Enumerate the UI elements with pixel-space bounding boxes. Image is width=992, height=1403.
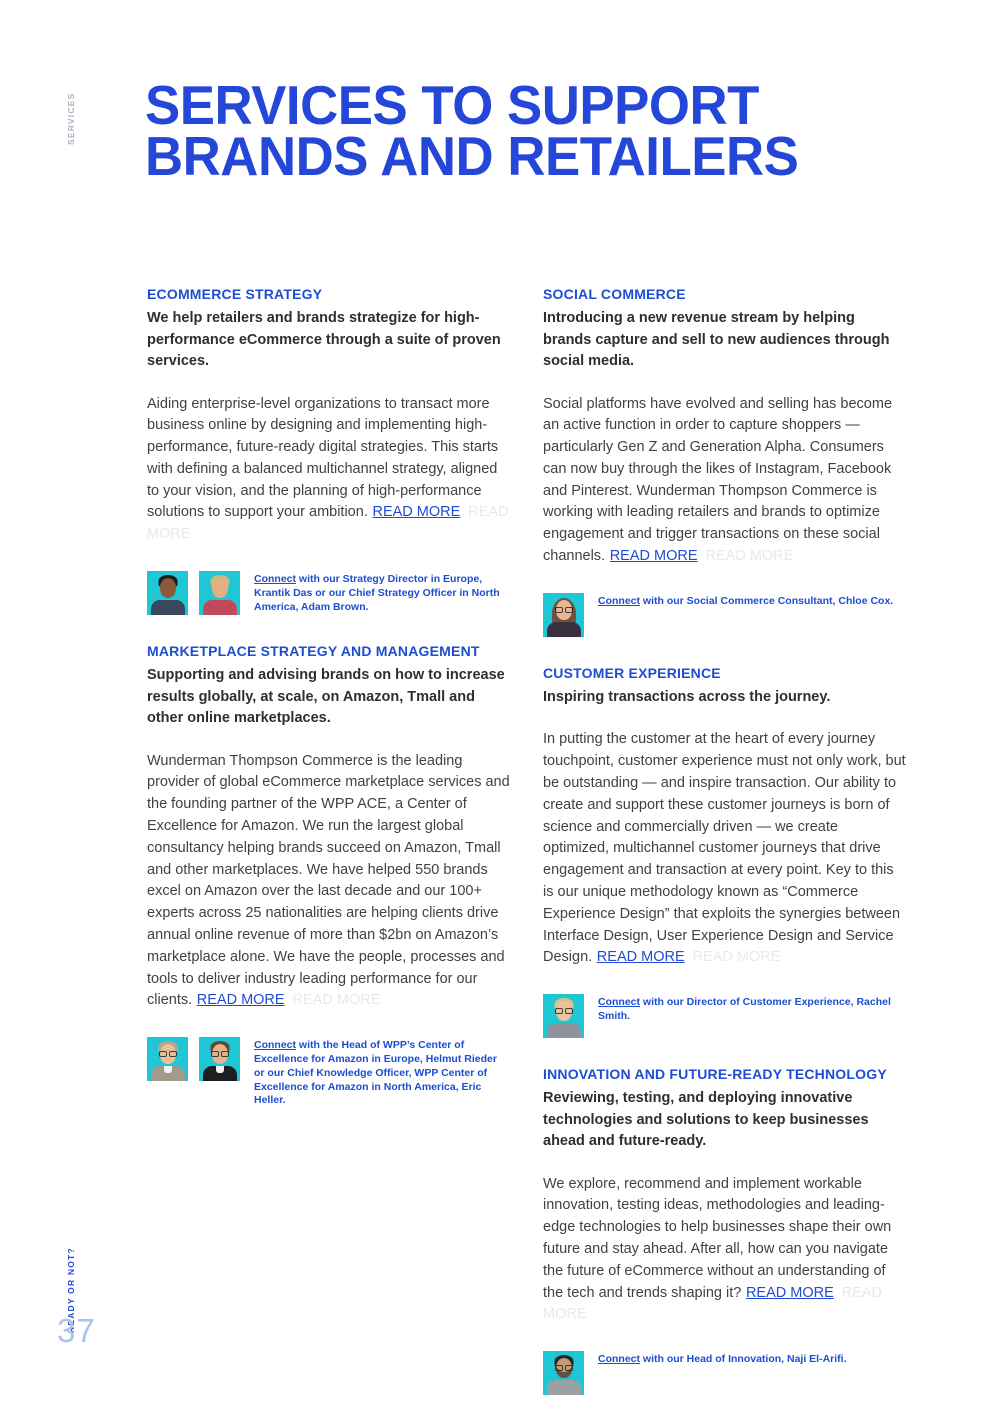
avatar-torso bbox=[547, 1380, 581, 1395]
section-body bbox=[147, 751, 510, 1013]
left-column bbox=[147, 286, 510, 1395]
connect-row bbox=[147, 571, 510, 615]
read-more-link[interactable]: READ MORE bbox=[196, 992, 285, 1009]
section-intro: We help retailers and brands strategize for high-performance eCommerce through a suite of proven services. bbox=[147, 310, 501, 369]
photo-krantik-das bbox=[147, 571, 188, 615]
connect-text: with our Director of Customer Experience, Rachel Smith. bbox=[598, 996, 891, 1022]
content-columns bbox=[147, 286, 907, 1395]
contact-photos bbox=[543, 1351, 584, 1395]
glasses bbox=[555, 1008, 573, 1014]
section-marketplace-strategy bbox=[147, 643, 510, 1108]
glasses bbox=[555, 1365, 573, 1371]
glasses bbox=[555, 607, 573, 613]
section-body bbox=[147, 394, 510, 547]
body-copy: We explore, recommend and implement workable innovation, testing ideas, methodologies and leading-edge technologies to help businesses shape their own future and stay ahead. After all, how can you navigate the future of eCommerce without an understanding of the tech and trends shaping it? bbox=[543, 1175, 892, 1301]
body-copy: Social platforms have evolved and selling has become an active function in order to capture shoppers — particularly Gen Z and Generation Alpha. Consumers can now buy through the likes of Instagram, Facebook and Pinterest. Wunderman Thompson Commerce is working with leading retailers and brands to optimize engagement and trigger transactions on these social channels. bbox=[543, 395, 893, 565]
section-heading: SOCIAL COMMERCE bbox=[543, 286, 686, 302]
contact-photos bbox=[147, 571, 240, 615]
avatar-collar bbox=[216, 1066, 224, 1073]
read-more-ghost: READ MORE bbox=[692, 949, 781, 966]
avatar-torso bbox=[151, 600, 185, 615]
photo-naji-el-arifi bbox=[543, 1351, 584, 1395]
glasses bbox=[211, 1051, 229, 1057]
connect-caption bbox=[598, 1351, 847, 1367]
read-more-link[interactable]: READ MORE bbox=[609, 548, 698, 565]
section-body bbox=[543, 729, 906, 969]
glasses bbox=[159, 1051, 177, 1057]
read-more-ghost: READ MORE bbox=[147, 504, 509, 543]
connect-caption bbox=[598, 994, 906, 1024]
connect-link[interactable]: Connect bbox=[254, 573, 296, 586]
page-title bbox=[145, 74, 799, 187]
section-intro: Supporting and advising brands on how to increase results globally, at scale, on Amazon, Tmall and other online marketplaces. bbox=[147, 667, 505, 727]
connect-link[interactable]: Connect bbox=[598, 1353, 640, 1366]
page-title-line-1: SERVICES TO SUPPORT bbox=[145, 74, 759, 136]
photo-rachel-smith bbox=[543, 994, 584, 1038]
read-more-link[interactable]: READ MORE bbox=[596, 949, 685, 966]
contact-photos bbox=[543, 593, 584, 637]
photo-eric-heller bbox=[199, 1037, 240, 1081]
section-innovation-technology bbox=[543, 1066, 906, 1395]
section-heading: CUSTOMER EXPERIENCE bbox=[543, 664, 721, 681]
contact-photos bbox=[543, 994, 584, 1038]
section-body bbox=[543, 394, 906, 568]
avatar-head bbox=[212, 578, 228, 598]
avatar-torso bbox=[203, 600, 237, 615]
avatar-torso bbox=[547, 622, 581, 637]
section-heading: INNOVATION AND FUTURE-READY TECHNOLOGY bbox=[543, 1066, 887, 1083]
connect-link[interactable]: Connect bbox=[254, 1039, 296, 1052]
read-more-ghost: READ MORE bbox=[705, 548, 794, 565]
section-ecommerce-strategy bbox=[147, 286, 510, 615]
connect-text: with our Social Commerce Consultant, Chloe Cox. bbox=[640, 594, 894, 607]
photo-chloe-cox bbox=[543, 593, 584, 637]
connect-link[interactable]: Connect bbox=[598, 594, 640, 607]
section-intro: Introducing a new revenue stream by helping brands capture and sell to new audiences through social media. bbox=[543, 310, 890, 369]
avatar-head bbox=[160, 578, 176, 598]
read-more-ghost: READ MORE bbox=[292, 992, 381, 1009]
avatar-collar bbox=[164, 1066, 172, 1073]
body-copy: Wunderman Thompson Commerce is the leading provider of global eCommerce marketplace services and the founding partner of the WPP ACE, a Center of Excellence for Amazon. We run the largest global consultancy helping brands succeed on Amazon, Tmall and other marketplaces. We have helped 550 brands excel on Amazon over the last decade and our 100+ experts across 25 nationalities are helping clients drive annual online revenue of more than $2bn on Amazon’s marketplace alone. We have the people, processes and tools to deliver industry leading performance for our clients. bbox=[147, 752, 510, 1009]
read-more-ghost: READ MORE bbox=[543, 1284, 883, 1323]
connect-caption bbox=[254, 1037, 510, 1108]
section-intro: Inspiring transactions across the journey. bbox=[543, 688, 831, 705]
contact-photos bbox=[147, 1037, 240, 1081]
connect-row bbox=[147, 1037, 510, 1108]
connect-link[interactable]: Connect bbox=[598, 996, 640, 1009]
connect-caption bbox=[598, 593, 893, 609]
connect-row bbox=[543, 994, 906, 1038]
read-more-link[interactable]: READ MORE bbox=[745, 1284, 834, 1301]
body-copy: In putting the customer at the heart of every journey touchpoint, customer experience must not only work, but be outstanding — and inspire transaction. Our ability to create and support these customer journeys is born of science and commercially driven — we create optimized, multichannel customer journeys that drive engagement and transaction at every point. Key to this is our unique methodology known as “Commerce Experience Design” that exploits the synergies between Interface Design, User Experience Design and Service Design. bbox=[543, 731, 906, 966]
connect-text: with our Strategy Director in Europe, Krantik Das or our Chief Strategy Officer in North America, Adam Brown. bbox=[254, 573, 500, 613]
body-copy: Aiding enterprise-level organizations to transact more business online by designing and implementing high-performance, future-ready digital strategies. This starts with defining a balanced multichannel strategy, aligned to your vision, and the planning of high-performance solutions to support your ambition. bbox=[147, 395, 499, 521]
section-heading: ECOMMERCE STRATEGY bbox=[147, 286, 323, 302]
page-title-line-2: BRANDS AND RETAILERS bbox=[145, 125, 799, 187]
connect-row bbox=[543, 593, 906, 637]
connect-text: with our Head of Innovation, Naji El-Arifi. bbox=[640, 1353, 847, 1366]
connect-text: with the Head of WPP’s Center of Excellence for Amazon in Europe, Helmut Rieder or our Chief Knowledge Officer, WPP Center of Excellence for Amazon in North America, Eric Heller. bbox=[254, 1039, 497, 1107]
read-more-link[interactable]: READ MORE bbox=[372, 504, 461, 521]
section-social-commerce bbox=[543, 286, 906, 637]
connect-row bbox=[543, 1351, 906, 1395]
photo-helmut-rieder bbox=[147, 1037, 188, 1081]
vertical-label-services: SERVICES bbox=[66, 92, 76, 145]
vertical-label-ready-or-not: READY OR NOT? bbox=[66, 1247, 76, 1333]
page-number: 37 bbox=[57, 1312, 96, 1349]
connect-caption bbox=[254, 571, 510, 614]
section-body bbox=[543, 1174, 906, 1327]
section-intro: Reviewing, testing, and deploying innovative technologies and solutions to keep businesses ahead and future-ready. bbox=[543, 1090, 869, 1150]
section-customer-experience bbox=[543, 665, 906, 1038]
section-heading: MARKETPLACE STRATEGY AND MANAGEMENT bbox=[147, 643, 480, 660]
photo-adam-brown bbox=[199, 571, 240, 615]
right-column bbox=[543, 286, 906, 1395]
avatar-torso bbox=[547, 1023, 581, 1038]
